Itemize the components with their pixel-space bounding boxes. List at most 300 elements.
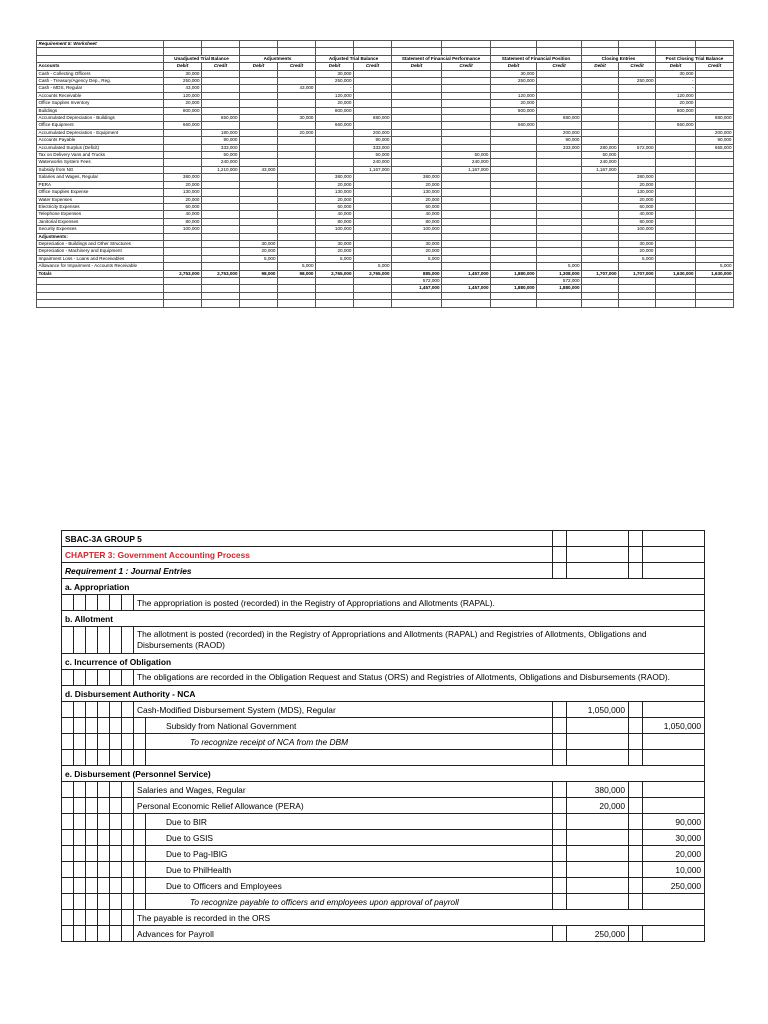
credit-cell: 1,880,000 <box>537 285 582 292</box>
debit-cell <box>240 129 278 136</box>
credit-cell: 50,000 <box>442 152 491 159</box>
credit-cell <box>619 100 656 107</box>
je-row <box>62 750 705 766</box>
credit-cell <box>537 159 582 166</box>
worksheet-group-header-row <box>37 55 734 62</box>
debit-cell <box>392 107 442 114</box>
debit-cell <box>164 263 202 270</box>
debit-cell <box>656 152 696 159</box>
credit-cell <box>354 240 392 247</box>
credit-cell <box>619 137 656 144</box>
explanation: To recognize payable to officers and employees upon approval of payroll <box>146 894 553 910</box>
debit-cell <box>582 115 619 122</box>
worksheet-row <box>37 240 734 247</box>
credit-cell <box>202 78 240 85</box>
debit-amount: 250,000 <box>567 926 629 942</box>
debit-cell <box>582 255 619 262</box>
debit-cell <box>656 166 696 173</box>
credit-cell <box>202 100 240 107</box>
debit-cell <box>392 78 442 85</box>
debit-cell <box>656 255 696 262</box>
debit-cell <box>316 137 354 144</box>
credit-header: Credit <box>696 63 734 70</box>
debit-cell <box>582 174 619 181</box>
credit-cell <box>442 233 491 240</box>
debit-cell <box>656 240 696 247</box>
credit-cell <box>442 78 491 85</box>
worksheet-row <box>37 248 734 255</box>
credit-cell: 250,000 <box>619 78 656 85</box>
credit-cell <box>202 196 240 203</box>
credit-cell: 240,000 <box>354 159 392 166</box>
credit-cell <box>354 122 392 129</box>
credit-cell <box>696 70 734 77</box>
worksheet-title: Requirement 5: Worksheet <box>37 41 164 48</box>
debit-cell <box>240 122 278 129</box>
debit-cell <box>582 196 619 203</box>
credit-cell <box>354 248 392 255</box>
credit-cell <box>354 189 392 196</box>
credit-cell: 1,210,000 <box>202 166 240 173</box>
debit-cell <box>582 189 619 196</box>
credit-cell <box>202 277 240 284</box>
debit-cell <box>392 159 442 166</box>
worksheet-row <box>37 166 734 173</box>
credit-cell <box>696 152 734 159</box>
credit-cell <box>696 181 734 188</box>
explanation: To recognize receipt of NCA from the DBM <box>146 734 553 750</box>
debit-cell <box>656 174 696 181</box>
debit-cell <box>582 137 619 144</box>
credit-cell <box>278 285 316 292</box>
debit-cell <box>491 152 537 159</box>
credit-amount: 250,000 <box>643 878 705 894</box>
worksheet-row <box>37 189 734 196</box>
debit-cell <box>164 137 202 144</box>
debit-cell <box>316 277 354 284</box>
credit-cell: 90,000 <box>696 137 734 144</box>
debit-cell: 5,000 <box>240 255 278 262</box>
group-header: Adjusted Trial Balance <box>316 55 392 62</box>
debit-cell <box>164 115 202 122</box>
account-label: Accounts Receivable <box>37 92 164 99</box>
debit-cell <box>491 144 537 151</box>
debit-cell: 120,000 <box>491 92 537 99</box>
worksheet-row <box>37 129 734 136</box>
debit-cell <box>491 85 537 92</box>
debit-cell <box>491 189 537 196</box>
account-label: Electricity Expenses <box>37 203 164 210</box>
credit-cell <box>442 211 491 218</box>
credit-cell <box>619 129 656 136</box>
je-row <box>62 846 705 862</box>
credit-cell <box>696 211 734 218</box>
debit-cell <box>656 144 696 151</box>
credit-cell <box>619 233 656 240</box>
debit-cell: - <box>656 78 696 85</box>
credit-cell: 50,000 <box>354 152 392 159</box>
debit-cell <box>656 189 696 196</box>
credit-cell <box>442 129 491 136</box>
credit-cell: 30,000 <box>619 240 656 247</box>
credit-cell <box>537 255 582 262</box>
chapter-title: CHAPTER 3: Government Accounting Process <box>62 547 553 563</box>
debit-cell <box>240 203 278 210</box>
credit-cell <box>619 122 656 129</box>
worksheet-row <box>37 174 734 181</box>
debit-cell <box>240 285 278 292</box>
debit-cell <box>656 196 696 203</box>
credit-cell <box>278 107 316 114</box>
debit-cell <box>656 263 696 270</box>
worksheet-subheader-row <box>37 63 734 70</box>
debit-cell <box>240 226 278 233</box>
debit-cell: 100,000 <box>392 226 442 233</box>
credit-cell <box>278 277 316 284</box>
debit-cell: 98,000 <box>240 270 278 277</box>
credit-cell <box>619 263 656 270</box>
credit-cell <box>202 189 240 196</box>
credit-cell: 333,000 <box>537 144 582 151</box>
debit-cell: 660,000 <box>164 122 202 129</box>
credit-cell: 680,000 <box>537 115 582 122</box>
debit-cell: 1,880,000 <box>491 285 537 292</box>
worksheet-row <box>37 285 734 292</box>
debit-header: Debit <box>656 63 696 70</box>
credit-cell <box>202 218 240 225</box>
debit-cell: 5,000 <box>316 255 354 262</box>
debit-cell <box>392 129 442 136</box>
worksheet-row <box>37 70 734 77</box>
account-name: Due to BIR <box>146 814 553 830</box>
worksheet-row <box>37 115 734 122</box>
debit-cell <box>491 211 537 218</box>
account-name: Due to Pag-IBIG <box>146 846 553 862</box>
debit-cell: 80,000 <box>316 218 354 225</box>
debit-cell: 1,457,000 <box>392 285 442 292</box>
debit-cell: 20,000 <box>656 100 696 107</box>
credit-cell: 20,000 <box>278 129 316 136</box>
debit-cell <box>240 100 278 107</box>
credit-cell <box>442 196 491 203</box>
debit-cell <box>240 70 278 77</box>
debit-cell: 130,000 <box>316 189 354 196</box>
account-name: Due to GSIS <box>146 830 553 846</box>
debit-cell <box>316 152 354 159</box>
debit-cell: 800,000 <box>491 107 537 114</box>
credit-cell <box>537 152 582 159</box>
credit-cell <box>696 248 734 255</box>
debit-cell: 30,000 <box>316 70 354 77</box>
debit-header: Debit <box>240 63 278 70</box>
credit-cell <box>442 240 491 247</box>
debit-cell <box>582 107 619 114</box>
account-label: Adjustments: <box>37 233 164 240</box>
worksheet-row <box>37 122 734 129</box>
credit-cell: 572,000 <box>619 144 656 151</box>
debit-cell: 800,000 <box>164 107 202 114</box>
debit-cell <box>582 277 619 284</box>
credit-cell <box>442 255 491 262</box>
worksheet-row <box>37 196 734 203</box>
debit-cell <box>240 174 278 181</box>
debit-amount: 20,000 <box>567 798 629 814</box>
debit-cell <box>656 248 696 255</box>
credit-cell <box>278 174 316 181</box>
obligation-text: The obligations are recorded in the Obligation Request and Status (ORS) and Registries of Allotments, Obligations and Disbursements (RAOD). <box>134 670 705 686</box>
debit-cell <box>164 240 202 247</box>
credit-cell <box>278 78 316 85</box>
debit-cell <box>491 226 537 233</box>
je-row <box>62 926 705 942</box>
credit-cell <box>442 107 491 114</box>
credit-cell <box>619 166 656 173</box>
credit-cell <box>537 218 582 225</box>
credit-cell <box>537 196 582 203</box>
worksheet-row <box>37 100 734 107</box>
debit-cell: 20,000 <box>316 181 354 188</box>
debit-cell: 250,000 <box>316 78 354 85</box>
debit-cell <box>164 144 202 151</box>
debit-cell <box>582 181 619 188</box>
credit-cell <box>354 203 392 210</box>
account-label: Telephone Expenses <box>37 211 164 218</box>
credit-cell: 200,000 <box>696 129 734 136</box>
debit-cell: 120,000 <box>316 92 354 99</box>
debit-cell <box>240 85 278 92</box>
credit-cell: 650,000 <box>202 115 240 122</box>
credit-cell <box>537 85 582 92</box>
credit-cell <box>278 240 316 247</box>
account-label: Subsidy from NG <box>37 166 164 173</box>
account-label: Accumulated Surplus (Deficit) <box>37 144 164 151</box>
credit-cell: 40,000 <box>619 211 656 218</box>
credit-amount: 10,000 <box>643 862 705 878</box>
debit-cell <box>240 152 278 159</box>
credit-cell: 655,000 <box>696 144 734 151</box>
account-label <box>37 285 164 292</box>
credit-cell <box>354 107 392 114</box>
debit-cell <box>316 285 354 292</box>
credit-cell <box>442 122 491 129</box>
debit-cell <box>582 129 619 136</box>
credit-cell: 20,000 <box>619 196 656 203</box>
account-label: Allowance for Impairment - Accounts Receivable <box>37 263 164 270</box>
debit-cell <box>392 233 442 240</box>
debit-cell <box>164 129 202 136</box>
account-label: Cash - Collecting Officers <box>37 70 164 77</box>
group-header: Adjustments <box>240 55 316 62</box>
debit-header: Debit <box>582 63 619 70</box>
credit-cell: 2,753,000 <box>202 270 240 277</box>
debit-cell: 20,000 <box>164 100 202 107</box>
credit-cell <box>696 107 734 114</box>
credit-cell <box>696 218 734 225</box>
credit-cell <box>278 203 316 210</box>
debit-amount: 1,050,000 <box>567 702 629 718</box>
debit-cell <box>392 122 442 129</box>
je-row <box>62 862 705 878</box>
je-section-row <box>62 766 705 782</box>
account-label: Waterworks System Fees <box>37 159 164 166</box>
credit-cell <box>278 122 316 129</box>
worksheet-row <box>37 152 734 159</box>
debit-cell <box>656 159 696 166</box>
account-name: Personal Economic Relief Allowance (PERA) <box>134 798 553 814</box>
account-label: Accumulated Depreciation - Equipment <box>37 129 164 136</box>
credit-cell: 5,000 <box>354 263 392 270</box>
credit-cell: 333,000 <box>202 144 240 151</box>
credit-cell <box>354 92 392 99</box>
worksheet-spacer-row <box>37 48 734 55</box>
ors-note: The payable is recorded in the ORS <box>134 910 705 926</box>
debit-cell: 20,000 <box>164 181 202 188</box>
debit-amount: 380,000 <box>567 782 629 798</box>
debit-cell <box>491 233 537 240</box>
je-row <box>62 814 705 830</box>
credit-cell <box>354 211 392 218</box>
debit-cell <box>392 100 442 107</box>
credit-cell: 50,000 <box>202 152 240 159</box>
credit-cell <box>202 85 240 92</box>
credit-cell <box>442 92 491 99</box>
debit-cell: 50,000 <box>582 152 619 159</box>
debit-cell: 800,000 <box>656 107 696 114</box>
worksheet-blank-row <box>37 300 734 307</box>
debit-cell <box>164 255 202 262</box>
credit-cell <box>202 107 240 114</box>
debit-cell <box>491 240 537 247</box>
credit-amount: 30,000 <box>643 830 705 846</box>
account-label: Janitorial Expenses <box>37 218 164 225</box>
debit-cell <box>582 226 619 233</box>
debit-cell: 885,000 <box>392 270 442 277</box>
debit-cell: 2,753,000 <box>164 270 202 277</box>
account-label: Office Supplies Expense <box>37 189 164 196</box>
credit-header: Credit <box>354 63 392 70</box>
worksheet-row <box>37 277 734 284</box>
debit-cell: 572,000 <box>392 277 442 284</box>
je-row <box>62 798 705 814</box>
credit-cell <box>278 233 316 240</box>
account-label: Salaries and Wages, Regular <box>37 174 164 181</box>
credit-cell <box>619 115 656 122</box>
credit-cell <box>278 248 316 255</box>
account-label: Tax on Delivery Vans and Trucks <box>37 152 164 159</box>
credit-amount: 20,000 <box>643 846 705 862</box>
accounts-header: Accounts <box>37 63 164 70</box>
credit-cell: 20,000 <box>619 181 656 188</box>
debit-cell: 30,000 <box>164 70 202 77</box>
worksheet-row <box>37 137 734 144</box>
je-row <box>62 910 705 926</box>
debit-cell: 30,000 <box>656 70 696 77</box>
credit-cell <box>278 137 316 144</box>
je-row <box>62 563 705 579</box>
debit-cell: 20,000 <box>164 196 202 203</box>
credit-header: Credit <box>619 63 656 70</box>
je-row <box>62 627 705 654</box>
credit-cell <box>278 70 316 77</box>
debit-cell: - <box>656 85 696 92</box>
worksheet-row <box>37 159 734 166</box>
debit-cell <box>582 285 619 292</box>
debit-cell <box>491 115 537 122</box>
credit-cell <box>442 248 491 255</box>
debit-cell: 1,707,000 <box>582 270 619 277</box>
account-name: Advances for Payroll <box>134 926 553 942</box>
debit-cell <box>491 218 537 225</box>
credit-cell: 98,000 <box>278 270 316 277</box>
debit-cell <box>656 285 696 292</box>
worksheet-row <box>37 107 734 114</box>
credit-cell: 5,000 <box>696 263 734 270</box>
credit-cell <box>354 70 392 77</box>
debit-cell <box>491 203 537 210</box>
credit-header: Credit <box>442 63 491 70</box>
debit-cell <box>240 263 278 270</box>
credit-cell <box>202 122 240 129</box>
credit-cell <box>278 218 316 225</box>
debit-header: Debit <box>491 63 537 70</box>
debit-cell: 30,000 <box>316 240 354 247</box>
worksheet-row <box>37 255 734 262</box>
je-row <box>62 670 705 686</box>
debit-cell: 380,000 <box>392 174 442 181</box>
debit-cell <box>240 144 278 151</box>
debit-cell <box>491 159 537 166</box>
credit-cell <box>278 255 316 262</box>
worksheet-row <box>37 263 734 270</box>
debit-cell <box>582 263 619 270</box>
debit-cell: 250,000 <box>164 78 202 85</box>
debit-cell: - <box>316 85 354 92</box>
debit-cell: 20,000 <box>392 196 442 203</box>
credit-cell <box>619 285 656 292</box>
credit-cell <box>442 85 491 92</box>
account-label: Security Expenses <box>37 226 164 233</box>
account-label: Water Expenses <box>37 196 164 203</box>
account-label: PERA <box>37 181 164 188</box>
debit-cell <box>582 211 619 218</box>
debit-cell <box>582 78 619 85</box>
credit-cell <box>619 152 656 159</box>
debit-cell: 380,000 <box>164 174 202 181</box>
debit-cell <box>316 144 354 151</box>
debit-cell <box>392 70 442 77</box>
credit-cell <box>354 78 392 85</box>
group-header: Post Closing Trial Balance <box>656 55 734 62</box>
debit-cell: 30,000 <box>491 70 537 77</box>
account-name: Salaries and Wages, Regular <box>134 782 553 798</box>
debit-cell: 800,000 <box>316 107 354 114</box>
debit-cell <box>316 263 354 270</box>
debit-cell <box>582 218 619 225</box>
credit-cell: 60,000 <box>619 203 656 210</box>
debit-cell <box>164 248 202 255</box>
group-header: Closing Entries <box>582 55 656 62</box>
debit-cell <box>491 277 537 284</box>
appropriation-text: The appropriation is posted (recorded) in the Registry of Appropriations and Allotments (RAPAL). <box>134 595 705 611</box>
debit-cell: 2,765,000 <box>316 270 354 277</box>
credit-cell <box>537 122 582 129</box>
debit-cell: 100,000 <box>316 226 354 233</box>
debit-cell <box>656 218 696 225</box>
credit-cell <box>619 277 656 284</box>
debit-cell <box>582 70 619 77</box>
account-label <box>37 277 164 284</box>
credit-header: Credit <box>537 63 582 70</box>
